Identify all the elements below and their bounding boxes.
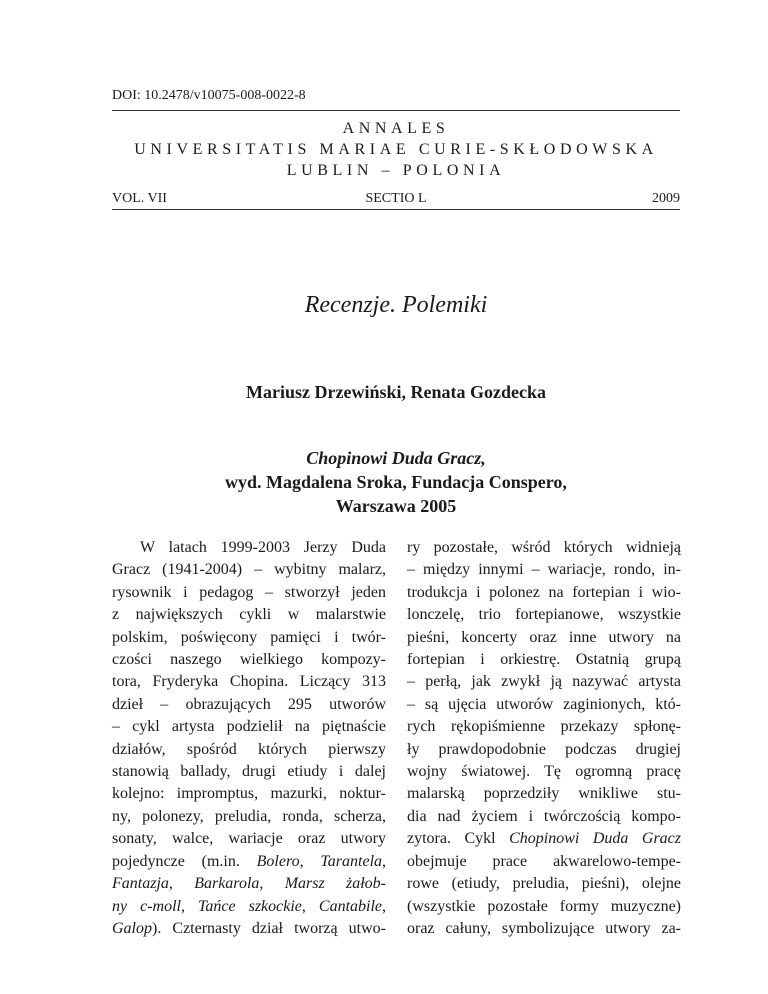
header-rule-bottom bbox=[112, 209, 680, 210]
text-line: polskim, poświęcony pamięci i twór- bbox=[112, 628, 386, 646]
text-line: fortepian i orkiestrę. Ostatnią grupą bbox=[407, 651, 681, 669]
text-run: , bbox=[299, 852, 321, 870]
text-line: rysownik i pedagog – stworzył jeden bbox=[112, 583, 386, 601]
book-title: Chopinowi Duda Gracz, bbox=[306, 448, 486, 468]
text-column-left bbox=[112, 537, 386, 940]
text-column-right bbox=[407, 537, 681, 940]
text-line bbox=[112, 873, 386, 895]
journal-title-location: LUBLIN – POLONIA bbox=[286, 162, 506, 179]
text-run: , bbox=[301, 897, 319, 915]
book-place-year: Warszawa 2005 bbox=[335, 496, 457, 516]
text-line: ny, polonezy, preludia, ronda, scherza, bbox=[112, 807, 386, 825]
text-line: z największych cykli w malarstwie bbox=[112, 606, 386, 624]
title-bolero: Bolero bbox=[256, 852, 300, 870]
text-run: pojedyncze (m.in. bbox=[112, 852, 257, 870]
text-run: zytora. Cykl bbox=[407, 830, 510, 848]
text-line: Gracz (1941-2004) – wybitny malarz, bbox=[112, 561, 386, 579]
text-line: – perłą, jak zwykł ją nazywać artysta bbox=[407, 673, 681, 691]
text-line: wojny światowej. Tę ogromną pracę bbox=[407, 763, 681, 781]
doi-identifier: DOI: 10.2478/v10075-008-0022-8 bbox=[112, 88, 306, 103]
title-chopinowi: Chopinowi Duda Gracz bbox=[509, 830, 681, 848]
text-run: , bbox=[382, 897, 387, 915]
text-line: rych rękopiśmienne przekazy spłonę- bbox=[407, 718, 681, 736]
section-label: SECTIO L bbox=[365, 191, 427, 206]
title-fantazja: Fantazja bbox=[112, 875, 169, 893]
text-line bbox=[112, 851, 386, 873]
text-line: – między innymi – wariacje, rondo, in- bbox=[407, 561, 681, 579]
book-publisher: wyd. Magdalena Sroka, Fundacja Conspero, bbox=[225, 472, 567, 492]
title-tance: Tańce szkockie bbox=[197, 897, 302, 915]
journal-title-annales: ANNALES bbox=[342, 120, 450, 137]
title-tarantela: Tarantela bbox=[320, 852, 383, 870]
text-line bbox=[407, 828, 681, 850]
title-cantabile: Cantabile bbox=[318, 897, 383, 915]
text-line bbox=[112, 918, 386, 940]
text-line: czości naszego wielkiego kompozy- bbox=[112, 651, 386, 669]
text-line: działów, spośród których pierwszy bbox=[112, 740, 386, 758]
title-galop: Galop bbox=[112, 919, 152, 937]
text-run: , bbox=[168, 875, 195, 893]
text-line: lonczelę, trio fortepianowe, wszystkie bbox=[407, 606, 681, 624]
text-run: ). Czternasty dział tworzą utwo- bbox=[152, 919, 386, 937]
text-line: dia nad życiem i twórczością kompo- bbox=[407, 807, 681, 825]
section-title: Recenzje. Polemiki bbox=[304, 292, 488, 318]
title-marsz: Marsz żałob- bbox=[284, 875, 387, 893]
text-line: – cykl artysta podzielił na piętnaście bbox=[112, 718, 386, 736]
text-line: kolejno: impromptus, mazurki, noktur- bbox=[112, 785, 386, 803]
text-line: rowe (etiudy, preludia, pieśni), olejne bbox=[407, 875, 681, 893]
reviewed-book bbox=[112, 446, 680, 518]
text-line: ły prawdopodobnie podczas drugiej bbox=[407, 740, 681, 758]
text-line bbox=[112, 896, 386, 918]
volume-number: VOL. VII bbox=[112, 191, 167, 206]
text-run: , bbox=[180, 897, 198, 915]
text-line: obejmuje prace akwarelowo-tempe- bbox=[407, 852, 681, 870]
text-line: oraz całuny, symbolizujące utwory za- bbox=[407, 919, 681, 937]
text-line: tora, Fryderyka Chopina. Liczący 313 bbox=[112, 673, 386, 691]
article-authors: Mariusz Drzewiński, Renata Gozdecka bbox=[246, 382, 546, 402]
text-line: pieśni, koncerty oraz inne utwory na bbox=[407, 628, 681, 646]
text-line: W latach 1999-2003 Jerzy Duda bbox=[140, 539, 386, 556]
publication-year: 2009 bbox=[652, 191, 680, 206]
title-barkarola: Barkarola bbox=[194, 875, 260, 893]
journal-title-university: UNIVERSITATIS MARIAE CURIE-SKŁODOWSKA bbox=[134, 141, 658, 158]
header-rule-top bbox=[112, 110, 680, 111]
text-run: , bbox=[259, 875, 285, 893]
text-run: , bbox=[382, 852, 387, 870]
text-line: (wszystkie pozostałe formy muzyczne) bbox=[407, 897, 681, 915]
text-line: – są ujęcia utworów zaginionych, któ- bbox=[407, 695, 681, 713]
title-marsz-cont: ny c-moll bbox=[112, 897, 181, 915]
text-line: stanowią ballady, drugi etiudy i dalej bbox=[112, 763, 386, 781]
text-line: sonaty, walce, wariacje oraz utwory bbox=[112, 830, 386, 848]
text-line: trodukcja i polonez na fortepian i wio- bbox=[407, 583, 681, 601]
text-line: malarską poprzedziły wnikliwe stu- bbox=[407, 785, 681, 803]
text-line: ry pozostałe, wśród których widnieją bbox=[407, 539, 681, 556]
text-line: dzieł – obrazujących 295 utworów bbox=[112, 695, 386, 713]
